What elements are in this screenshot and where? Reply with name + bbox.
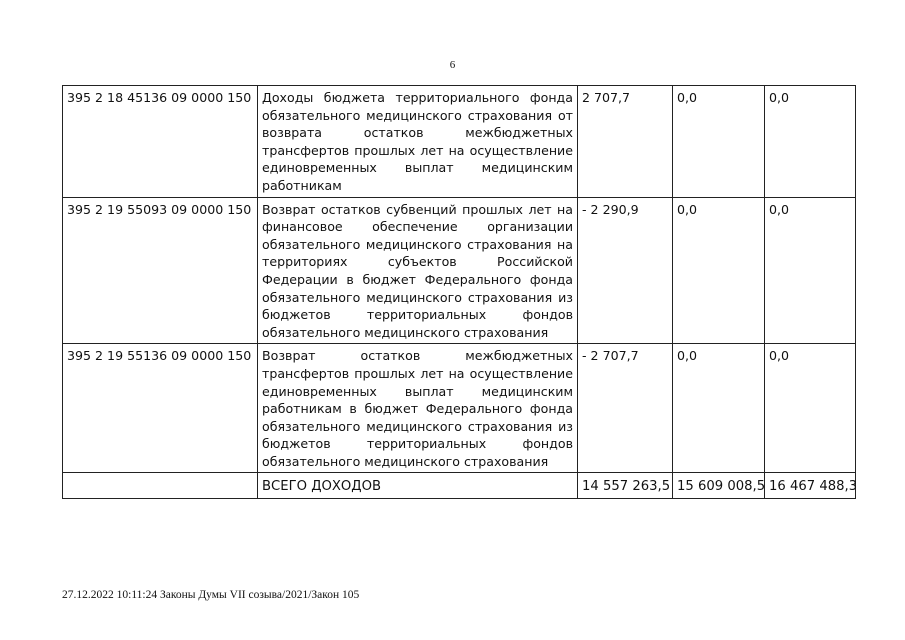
table-row: [63, 86, 856, 198]
page-number: 6: [449, 59, 456, 71]
footer-stamp: 27.12.2022 10:11:24 Законы Думы VII созыва/2021/Закон 105: [62, 589, 360, 601]
total-year-3: 16 467 488,3: [765, 473, 856, 499]
value-year-3: 0,0: [765, 344, 856, 473]
value-year-1: - 2 290,9: [578, 197, 673, 344]
total-label: ВСЕГО ДОХОДОВ: [258, 473, 578, 499]
value-year-2: 0,0: [673, 86, 765, 198]
revenue-name: Возврат остатков межбюджетных трансфертов прошлых лет на осуществление единовременных выплат медицинским работникам в бюджет Федерального фонда обязательного медицинского страхования из бюджетов территориальных фондов обязательного медицинского страхования: [258, 344, 578, 473]
value-year-1: 2 707,7: [578, 86, 673, 198]
table-row: [63, 197, 856, 344]
total-row: [63, 473, 856, 499]
total-year-1: 14 557 263,5: [578, 473, 673, 499]
value-year-2: 0,0: [673, 344, 765, 473]
budget-code: 395 2 19 55093 09 0000 150: [63, 197, 258, 344]
revenue-table: [62, 85, 856, 499]
table-row: [63, 344, 856, 473]
budget-code: 395 2 18 45136 09 0000 150: [63, 86, 258, 198]
empty-code-cell: [63, 473, 258, 499]
value-year-1: - 2 707,7: [578, 344, 673, 473]
value-year-3: 0,0: [765, 197, 856, 344]
revenue-name: Возврат остатков субвенций прошлых лет на финансовое обеспечение организации обязательного медицинского страхования на территориях субъектов Российской Федерации в бюджет Федерального фонда обязательного медицинского страхования из бюджетов территориальных фондов обязательного медицинского страхования: [258, 197, 578, 344]
total-year-2: 15 609 008,5: [673, 473, 765, 499]
value-year-2: 0,0: [673, 197, 765, 344]
budget-code: 395 2 19 55136 09 0000 150: [63, 344, 258, 473]
revenue-name: Доходы бюджета территориального фонда обязательного медицинского страхования от возврата остатков межбюджетных трансфертов прошлых лет на осуществление единовременных выплат медицинским работникам: [258, 86, 578, 198]
value-year-3: 0,0: [765, 86, 856, 198]
